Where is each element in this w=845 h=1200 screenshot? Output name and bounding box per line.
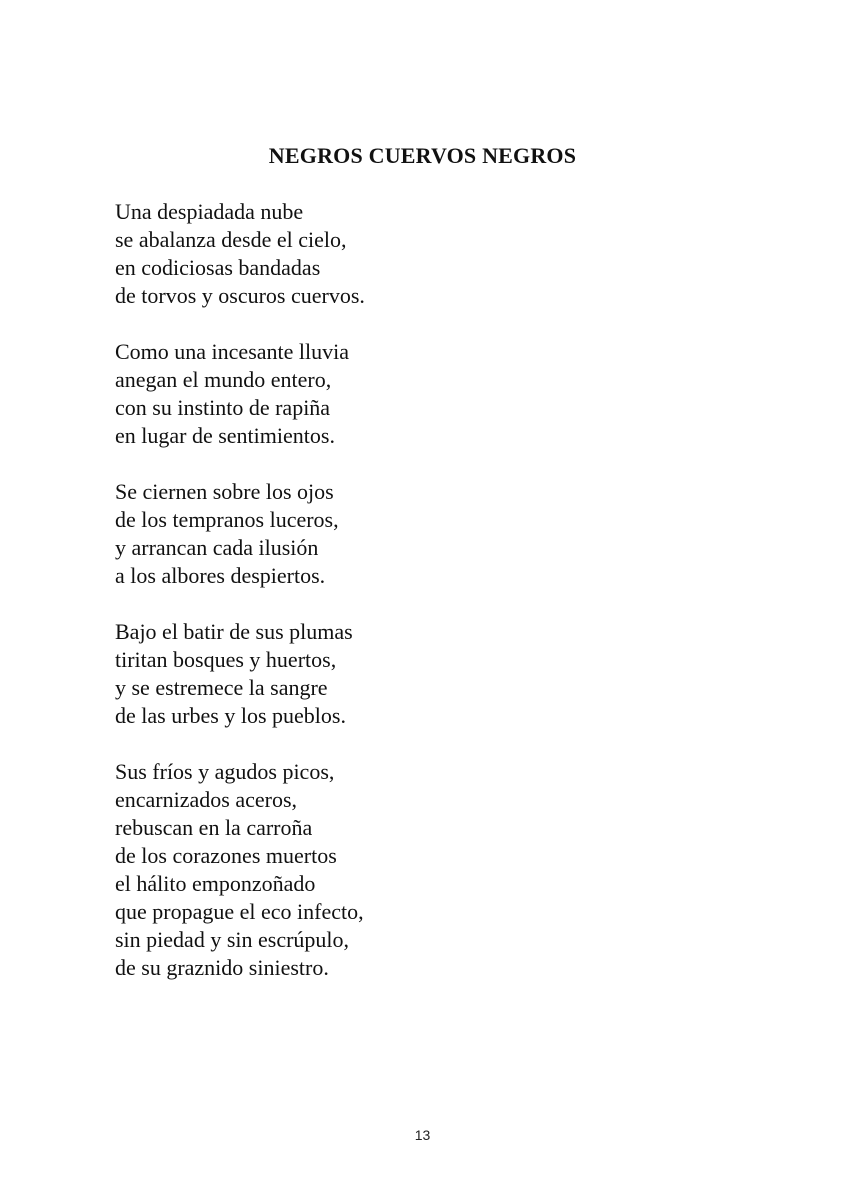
poem-line: con su instinto de rapiña (115, 395, 331, 420)
poem-line: que propague el eco infecto, (115, 899, 364, 924)
poem-line: de las urbes y los pueblos. (115, 703, 346, 728)
poem-line: Bajo el batir de sus plumas (115, 619, 353, 644)
poem-line: y se estremece la sangre (115, 675, 328, 700)
poem-line: el hálito emponzoñado (115, 871, 316, 896)
poem-line: tiritan bosques y huertos, (115, 647, 337, 672)
poem-line: Se ciernen sobre los ojos (115, 479, 334, 504)
stanza-3 (115, 478, 755, 590)
poem-line: sin piedad y sin escrúpulo, (115, 927, 350, 952)
poem-line: Una despiadada nube (115, 199, 304, 224)
stanza-4 (115, 618, 755, 730)
poem-line: anegan el mundo entero, (115, 367, 332, 392)
stanza-5 (115, 758, 755, 982)
poem-line: de los corazones muertos (115, 843, 337, 868)
stanza-1 (115, 198, 755, 310)
poem-line: Como una incesante lluvia (115, 339, 349, 364)
poem-line: en lugar de sentimientos. (115, 423, 335, 448)
poem-line: y arrancan cada ilusión (115, 535, 319, 560)
poem-line: se abalanza desde el cielo, (115, 227, 347, 252)
poem-line: encarnizados aceros, (115, 787, 298, 812)
poem-line: rebuscan en la carroña (115, 815, 313, 840)
poem-line: de su graznido siniestro. (115, 955, 329, 980)
poem-title: NEGROS CUERVOS NEGROS (268, 143, 577, 168)
poem-line: de torvos y oscuros cuervos. (115, 283, 365, 308)
page-number: 13 (414, 1127, 431, 1143)
poem-line: en codiciosas bandadas (115, 255, 321, 280)
poem-body (115, 198, 755, 1010)
poem-line: de los tempranos luceros, (115, 507, 339, 532)
poem-line: Sus fríos y agudos picos, (115, 759, 335, 784)
stanza-2 (115, 338, 755, 450)
poem-line: a los albores despiertos. (115, 563, 326, 588)
